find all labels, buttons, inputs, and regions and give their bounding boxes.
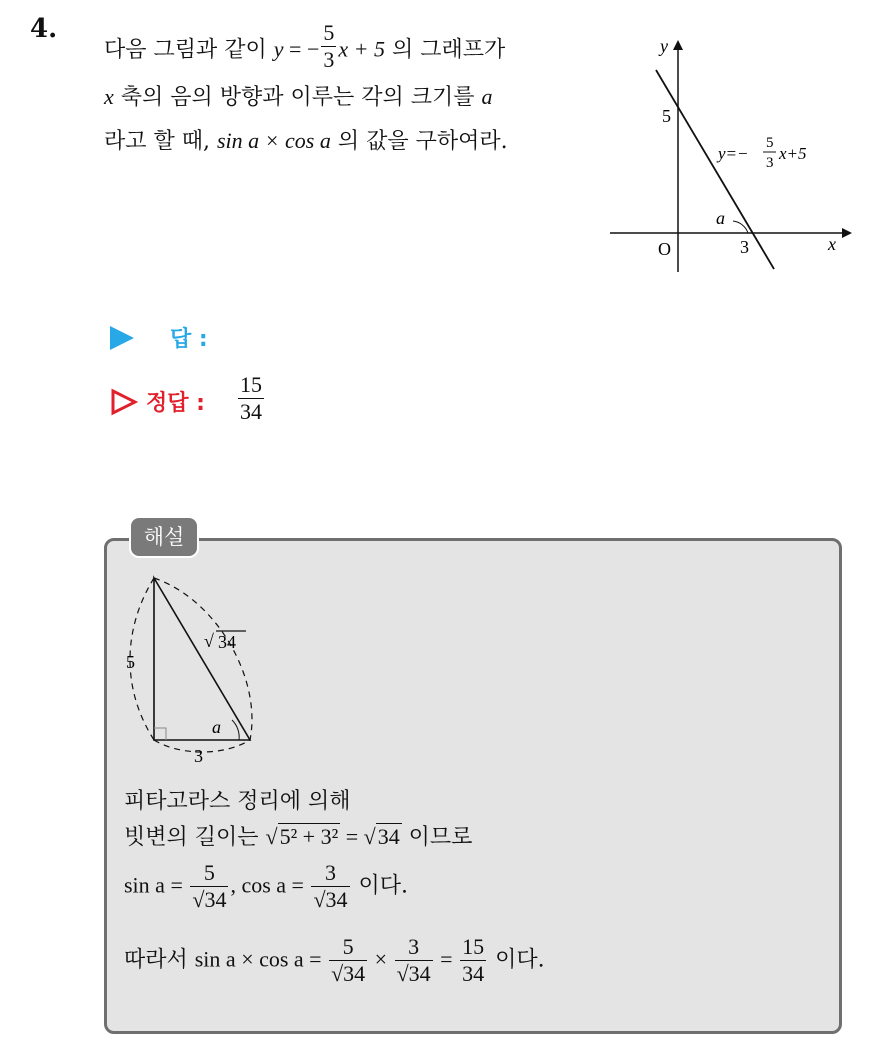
explanation-tag: 해설 <box>129 516 199 558</box>
question-text-part: 의 그래프가 <box>384 37 506 63</box>
line-graph <box>606 36 856 276</box>
question-text <box>104 20 604 163</box>
triangle-diagram <box>120 570 270 770</box>
graph-eq-den: 3 <box>766 155 774 171</box>
graph-eq-num: 5 <box>766 135 774 151</box>
x-axis-label: x <box>828 234 836 254</box>
side-label-bottom: 3 <box>194 746 203 766</box>
sin-fraction: $\frac{5}{√34}$ <box>192 860 227 912</box>
answer-label: 답 : <box>170 327 208 352</box>
eq-y: y <box>273 36 284 62</box>
eq-rest: x + 5 <box>338 36 385 62</box>
angle-label: a <box>716 208 725 228</box>
right-triangle <box>154 578 250 740</box>
question-number: 4. <box>30 14 58 44</box>
sqrt-radical-sign: √ <box>204 631 214 651</box>
fraction-5-sqrt34: $\frac{5}{√34}$ <box>331 934 366 986</box>
origin-label: O <box>658 239 671 259</box>
explanation-line-4: 따라서 sin a × cos a = $\frac{5}{√34}$ × $\frac{3}{√34}$ = $\frac{15}{34}$ 이다. <box>124 934 545 986</box>
cos-fraction: $\frac{3}{√34}$ <box>313 860 348 912</box>
sqrt-result: √34 <box>363 824 400 849</box>
graph-line <box>656 70 774 269</box>
correct-triangle-icon <box>110 388 138 416</box>
right-angle-mark <box>154 728 166 740</box>
triangle-angle-label: a <box>212 717 221 737</box>
correct-answer-fraction: $\frac{15}{34}$ <box>240 372 262 424</box>
explanation-line-3: sin a = $\frac{5}{√34}$ , cos a = $\frac{3}{√34}$ 이다. <box>124 860 409 912</box>
question-text-part: 다음 그림과 같이 <box>104 37 267 63</box>
eq-fraction: $\frac{5}{3}$ <box>323 20 335 72</box>
side-label-hypotenuse: 34 <box>218 632 236 652</box>
explanation-line-2: 빗변의 길이는 √5² + 3² = √34 이므로 <box>124 824 473 850</box>
question-line-3: 라고 할 때, sin a × cos a 의 값을 구하여라. <box>104 128 508 154</box>
answer-play-icon <box>110 326 134 350</box>
graph-eq-suffix: x+5 <box>779 144 807 163</box>
fraction-result: $\frac{15}{34}$ <box>462 934 485 986</box>
explanation-line-1: 피타고라스 정리에 의해 <box>124 789 351 814</box>
x-intercept-label: 3 <box>740 237 749 257</box>
sqrt-expression: √5² + 3² <box>265 824 339 849</box>
question-line-1 <box>104 20 604 75</box>
y-axis-label: y <box>660 36 668 56</box>
graph-eq-prefix: y=− <box>718 144 749 163</box>
question-line-2: x 축의 음의 방향과 이루는 각의 크기를 a <box>104 84 493 110</box>
fraction-3-sqrt34: $\frac{3}{√34}$ <box>396 934 431 986</box>
triangle-angle-arc <box>232 720 239 740</box>
y-intercept-label: 5 <box>662 106 671 126</box>
side-label-vertical: 5 <box>126 652 135 672</box>
eq-equals: = − <box>283 36 320 62</box>
correct-answer-label: 정답 : <box>146 391 205 416</box>
